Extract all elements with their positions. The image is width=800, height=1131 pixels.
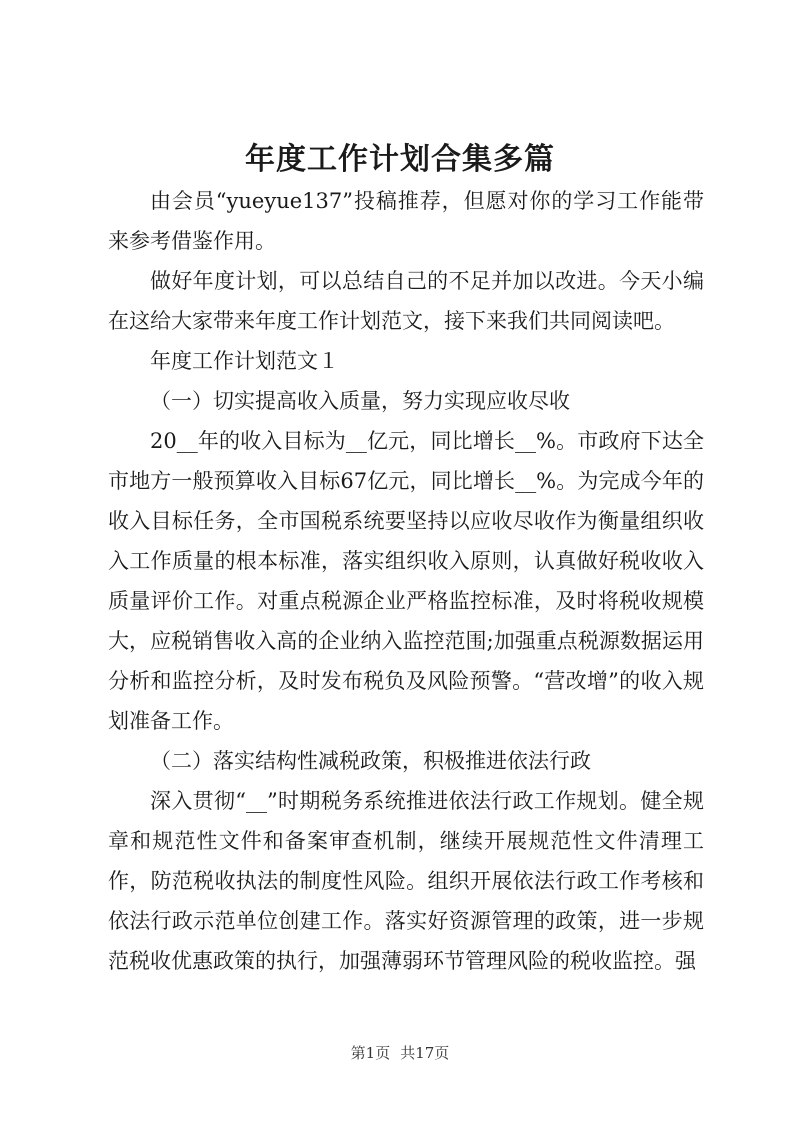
page-number-total: 共17页 [400, 1044, 450, 1062]
subheading-income-quality: （一）切实提高收入质量，努力实现应收尽收 [150, 389, 570, 413]
body-income-quality: 20__年的收入目标为__亿元，同比增长__%。市政府下达全市地方一般预算收入目标67亿元，同比增长__%。为完成今年的收入目标任务，全市国税系统要坚持以应收尽收作为衡量组织收入工作质量的根本标准，落实组织收入原则，认真做好税收收入质量评价工作。对重点税源企业严格监控标准，及时将税收规模大，应税销售收入高的企业纳入监控范围;加强重点税源数据运用分析和监控分析，及时发布税负及风险预警。“营改增”的收入规划准备工作。 [108, 429, 704, 733]
section-title: 年度工作计划范文１ [150, 349, 339, 373]
subheading-tax-policy: （二）落实结构性减税政策，积极推进依法行政 [150, 749, 591, 773]
document-body [108, 181, 704, 981]
intro-paragraph-summary: 做好年度计划，可以总结自己的不足并加以改进。今天小编在这给大家带来年度工作计划范文，接下来我们共同阅读吧。 [108, 269, 704, 333]
document-title: 年度工作计划合集多篇 [245, 142, 555, 177]
page-footer [0, 1043, 800, 1063]
body-tax-policy: 深入贯彻“__”时期税务系统推进依法行政工作规划。健全规章和规范性文件和备案审查机制，继续开展规范性文件清理工作，防范税收执法的制度性风险。组织开展依法行政工作考核和依法行政示范单位创建工作。落实好资源管理的政策，进一步规范税收优惠政策的执行，加强薄弱环节管理风险的税收监控。强 [108, 789, 704, 973]
page-number-current: 第1页 [350, 1044, 391, 1062]
intro-paragraph-contributor: 由会员“yueyue137”投稿推荐，但愿对你的学习工作能带来参考借鉴作用。 [108, 189, 704, 253]
